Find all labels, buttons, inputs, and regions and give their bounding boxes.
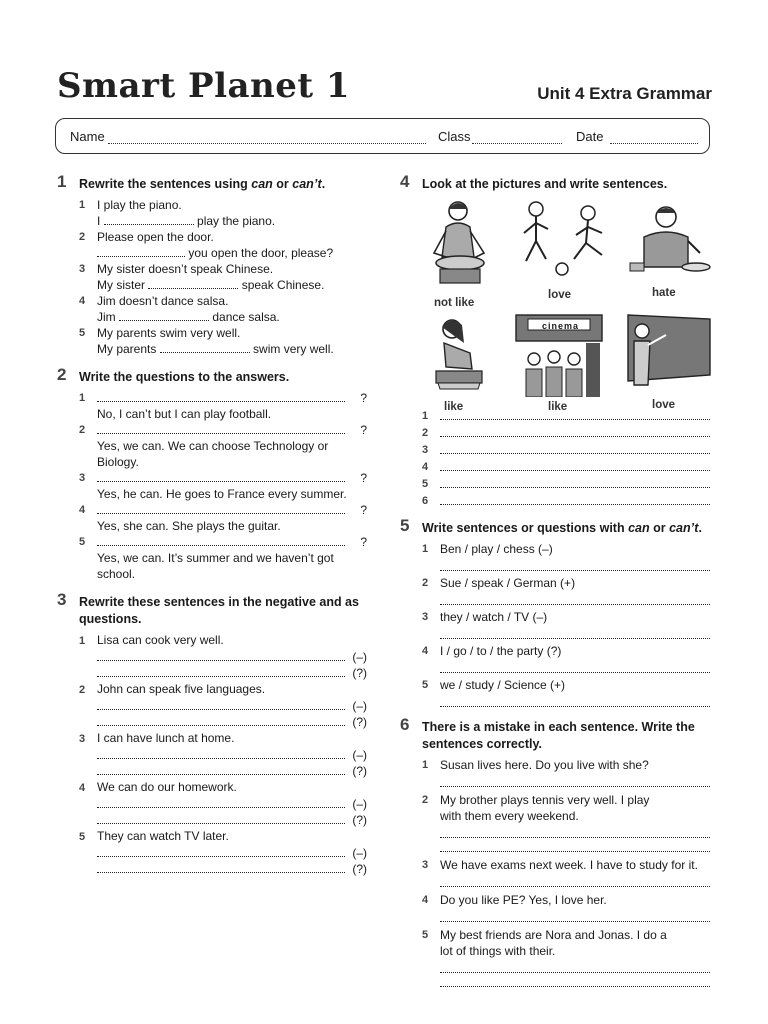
item-number: 3 [422, 859, 429, 871]
picture-grid [400, 197, 710, 413]
exercise-5-heading [400, 516, 710, 537]
negative-mark: (–) [352, 650, 367, 664]
exercise-4-line [400, 493, 710, 510]
item-number: 4 [422, 645, 429, 657]
question-mark: ? [360, 503, 367, 517]
heading-text: There is a mistake in each sentence. Write the sentences correctly. [422, 720, 695, 751]
exercise-number: 3 [57, 590, 67, 609]
exercise-6-item [400, 857, 710, 887]
exercise-number: 1 [57, 172, 67, 191]
exercise-4-line [400, 425, 710, 442]
picture-label: like [548, 401, 568, 413]
exercise-6-item [400, 757, 710, 787]
line-number: 5 [422, 478, 429, 490]
item-text: John can speak five languages. [97, 682, 266, 696]
exercise-4-line [400, 442, 710, 459]
item-number: 4 [79, 782, 86, 794]
item-post: dance salsa. [212, 310, 280, 324]
item-post: play the piano. [197, 214, 276, 228]
item-prompt: Please open the door. [97, 230, 214, 244]
item-text: Do you like PE? Yes, I love her. [440, 893, 607, 907]
item-text: Lisa can cook very well. [97, 633, 224, 647]
picture-label: like [444, 401, 464, 413]
exercise-2-item [57, 390, 367, 422]
exercise-2-item [57, 422, 367, 470]
item-number: 4 [422, 894, 429, 906]
exercise-2-heading [57, 365, 367, 386]
exercise-6-item [400, 792, 670, 824]
negative-mark: (–) [352, 699, 367, 713]
exercise-3 [57, 590, 367, 877]
exercise-5-item [400, 643, 710, 673]
item-prompt: My sister doesn’t speak Chinese. [97, 262, 274, 276]
exercise-number: 4 [400, 172, 410, 191]
item-number: 3 [79, 472, 86, 484]
left-column [57, 172, 367, 877]
question-mark: ? [360, 471, 367, 485]
item-number: 1 [422, 759, 429, 771]
boys-football-picture [512, 197, 618, 283]
item-number: 2 [79, 231, 86, 243]
question-mark: ? [360, 391, 367, 405]
answer-line[interactable] [440, 873, 710, 887]
exercise-4 [400, 172, 710, 510]
negative-line[interactable] [97, 758, 345, 759]
answer-blank[interactable] [97, 245, 185, 257]
item-prompt: My parents swim very well. [97, 326, 241, 340]
name-field[interactable] [108, 143, 426, 144]
item-text: I / go / to / the party (?) [440, 644, 562, 658]
exercise-4-line [400, 408, 710, 425]
item-number: 2 [79, 424, 86, 436]
item-number: 3 [79, 733, 86, 745]
question-mark: (?) [352, 666, 367, 680]
question-mark: ? [360, 423, 367, 437]
item-number: 3 [79, 263, 86, 275]
heading-end: . [698, 521, 702, 535]
exercise-6-item [400, 892, 710, 922]
answer-line[interactable] [97, 433, 345, 434]
exercise-1-item [57, 325, 367, 357]
date-field[interactable] [610, 143, 698, 144]
line-number: 4 [422, 461, 429, 473]
answer-line[interactable] [440, 470, 710, 471]
item-number: 3 [422, 611, 429, 623]
exercise-1-heading [57, 172, 367, 193]
exercise-4-heading [400, 172, 710, 193]
item-number: 5 [422, 679, 429, 691]
question-line[interactable] [97, 823, 345, 824]
item-number: 2 [422, 577, 429, 589]
class-field[interactable] [472, 143, 562, 144]
exercise-3-item [57, 730, 367, 779]
question-mark: ? [360, 535, 367, 549]
answer-line[interactable] [440, 693, 710, 707]
answer-line[interactable] [440, 959, 710, 973]
picture-label: not like [434, 297, 475, 309]
answer-line[interactable] [440, 908, 710, 922]
heading-text: Write the questions to the answers. [79, 370, 290, 384]
item-number: 1 [79, 199, 86, 211]
heading-text: Look at the pictures and write sentences. [422, 177, 668, 191]
item-text: Susan lives here. Do you live with she? [440, 758, 649, 772]
exercise-6-heading [400, 715, 722, 753]
negative-mark: (–) [352, 748, 367, 762]
item-answer: Yes, he can. He goes to France every summer. [97, 487, 347, 501]
heading-cant: can’t [292, 177, 322, 191]
heading-or: or [649, 521, 670, 535]
item-prompt: Jim doesn’t dance salsa. [97, 294, 229, 308]
item-text: We can do our homework. [97, 780, 237, 794]
answer-line[interactable] [440, 557, 710, 571]
answer-line[interactable] [440, 504, 710, 505]
exercise-3-item [57, 828, 367, 877]
answer-line[interactable] [440, 436, 710, 437]
item-text: We have exams next week. I have to study for it. [440, 858, 698, 872]
answer-line[interactable] [440, 773, 710, 787]
item-answer: Yes, we can. We can choose Technology or Biology. [97, 439, 329, 469]
exercise-5-item [400, 677, 710, 707]
exercise-3-heading [57, 590, 369, 628]
exercise-6-lines [400, 824, 710, 852]
question-line[interactable] [97, 774, 345, 775]
answer-line[interactable] [440, 838, 710, 852]
exercise-5 [400, 516, 710, 707]
exercise-1-item [57, 261, 367, 293]
question-mark: (?) [352, 764, 367, 778]
exercise-5-item [400, 541, 710, 571]
question-mark: (?) [352, 813, 367, 827]
item-answer: No, I can’t but I can play football. [97, 407, 272, 421]
item-text: They can watch TV later. [97, 829, 229, 843]
item-number: 5 [79, 327, 86, 339]
name-label: Name [70, 129, 105, 144]
item-pre: My parents [97, 342, 157, 356]
answer-line[interactable] [97, 481, 345, 482]
item-text: I can have lunch at home. [97, 731, 235, 745]
heading-end: . [321, 177, 326, 191]
exercise-2-item [57, 534, 367, 582]
negative-line[interactable] [97, 660, 345, 661]
heading-cant: can’t [669, 521, 699, 535]
worksheet-title: Smart Planet 1 [57, 66, 351, 106]
answer-line[interactable] [97, 513, 345, 514]
line-number: 3 [422, 444, 429, 456]
answer-line[interactable] [440, 419, 710, 420]
date-label: Date [576, 129, 604, 144]
item-number: 1 [422, 543, 429, 555]
item-post: swim very well. [253, 342, 334, 356]
answer-blank[interactable] [104, 213, 194, 225]
exercise-1 [57, 172, 367, 357]
item-pre: I [97, 214, 101, 228]
exercise-3-item [57, 779, 367, 828]
exercise-1-item [57, 197, 367, 229]
girl-reading-picture [426, 313, 492, 393]
item-text: we / study / Science (+) [440, 678, 566, 692]
unit-title: Unit 4 Extra Grammar [537, 84, 712, 103]
exercise-3-item [57, 681, 367, 730]
picture-label: hate [652, 287, 676, 299]
exercise-6 [400, 715, 710, 987]
item-pre: Jim [97, 310, 116, 324]
negative-mark: (–) [352, 797, 367, 811]
line-number: 1 [422, 410, 429, 422]
exercise-2-item [57, 502, 367, 534]
question-mark: (?) [352, 715, 367, 729]
line-number: 2 [422, 427, 429, 439]
negative-line[interactable] [97, 856, 345, 857]
exercise-number: 6 [400, 715, 410, 734]
answer-blank[interactable] [119, 309, 209, 321]
exercise-5-item [400, 575, 710, 605]
item-text: My brother plays tennis very well. I play with them every weekend. [440, 793, 650, 823]
heading-text: Rewrite the sentences using [79, 177, 252, 191]
item-number: 1 [79, 635, 86, 647]
answer-line[interactable] [440, 824, 710, 838]
item-post: you open the door, please? [188, 246, 334, 260]
answer-blank[interactable] [148, 277, 238, 289]
heading-can: can [251, 177, 273, 191]
negative-mark: (–) [352, 846, 367, 860]
answer-line[interactable] [97, 401, 345, 402]
exercise-4-line [400, 476, 710, 493]
item-number: 5 [79, 831, 86, 843]
exercise-1-item [57, 229, 367, 261]
heading-text: Write sentences or questions with [422, 521, 629, 535]
girl-cooking-picture [424, 197, 496, 293]
item-number: 5 [422, 929, 429, 941]
line-number: 6 [422, 495, 429, 507]
item-text: My best friends are Nora and Jonas. I do a lot of things with their. [440, 928, 667, 958]
negative-line[interactable] [97, 807, 345, 808]
exercise-number: 5 [400, 516, 410, 535]
item-number: 2 [422, 794, 429, 806]
exercise-1-item [57, 293, 367, 325]
exercise-2 [57, 365, 367, 582]
item-prompt: I play the piano. [97, 198, 182, 212]
question-line[interactable] [97, 676, 345, 677]
answer-line[interactable] [97, 545, 345, 546]
item-number: 1 [79, 392, 86, 404]
item-text: Ben / play / chess (–) [440, 542, 553, 556]
item-number: 5 [79, 536, 86, 548]
item-text: Sue / speak / German (+) [440, 576, 576, 590]
item-number: 4 [79, 504, 86, 516]
answer-line[interactable] [440, 487, 710, 488]
exercise-6-item [400, 927, 680, 959]
student-info-box [55, 118, 710, 154]
item-number: 2 [79, 684, 86, 696]
right-column [400, 172, 710, 987]
heading-can: can [628, 521, 650, 535]
picture-label: love [548, 289, 572, 301]
answer-line[interactable] [440, 659, 710, 673]
item-number: 4 [79, 295, 86, 307]
item-answer: Yes, she can. She plays the guitar. [97, 519, 281, 533]
teacher-board-picture [626, 311, 712, 391]
negative-line[interactable] [97, 709, 345, 710]
answer-line[interactable] [440, 625, 710, 639]
class-label: Class [438, 129, 471, 144]
exercise-3-item [57, 632, 367, 681]
item-post: speak Chinese. [241, 278, 325, 292]
answer-line[interactable] [440, 453, 710, 454]
exercise-4-line [400, 459, 710, 476]
exercise-5-item [400, 609, 710, 639]
answer-line[interactable] [440, 591, 710, 605]
item-pre: My sister [97, 278, 145, 292]
exercise-number: 2 [57, 365, 67, 384]
picture-label: love [652, 399, 676, 411]
answer-line[interactable] [440, 973, 710, 987]
question-mark: (?) [352, 862, 367, 876]
item-answer: Yes, we can. It’s summer and we haven’t got school. [97, 551, 334, 581]
exercise-6-lines [400, 959, 710, 987]
exercise-2-item [57, 470, 367, 502]
heading-text: Rewrite these sentences in the negative and as questions. [79, 595, 359, 626]
question-line[interactable] [97, 872, 345, 873]
answer-blank[interactable] [160, 341, 250, 353]
question-line[interactable] [97, 725, 345, 726]
cinema-sign: cinema [542, 321, 580, 331]
man-eating-picture [626, 201, 712, 281]
heading-or: or [272, 177, 293, 191]
item-text: they / watch / TV (–) [440, 610, 548, 624]
